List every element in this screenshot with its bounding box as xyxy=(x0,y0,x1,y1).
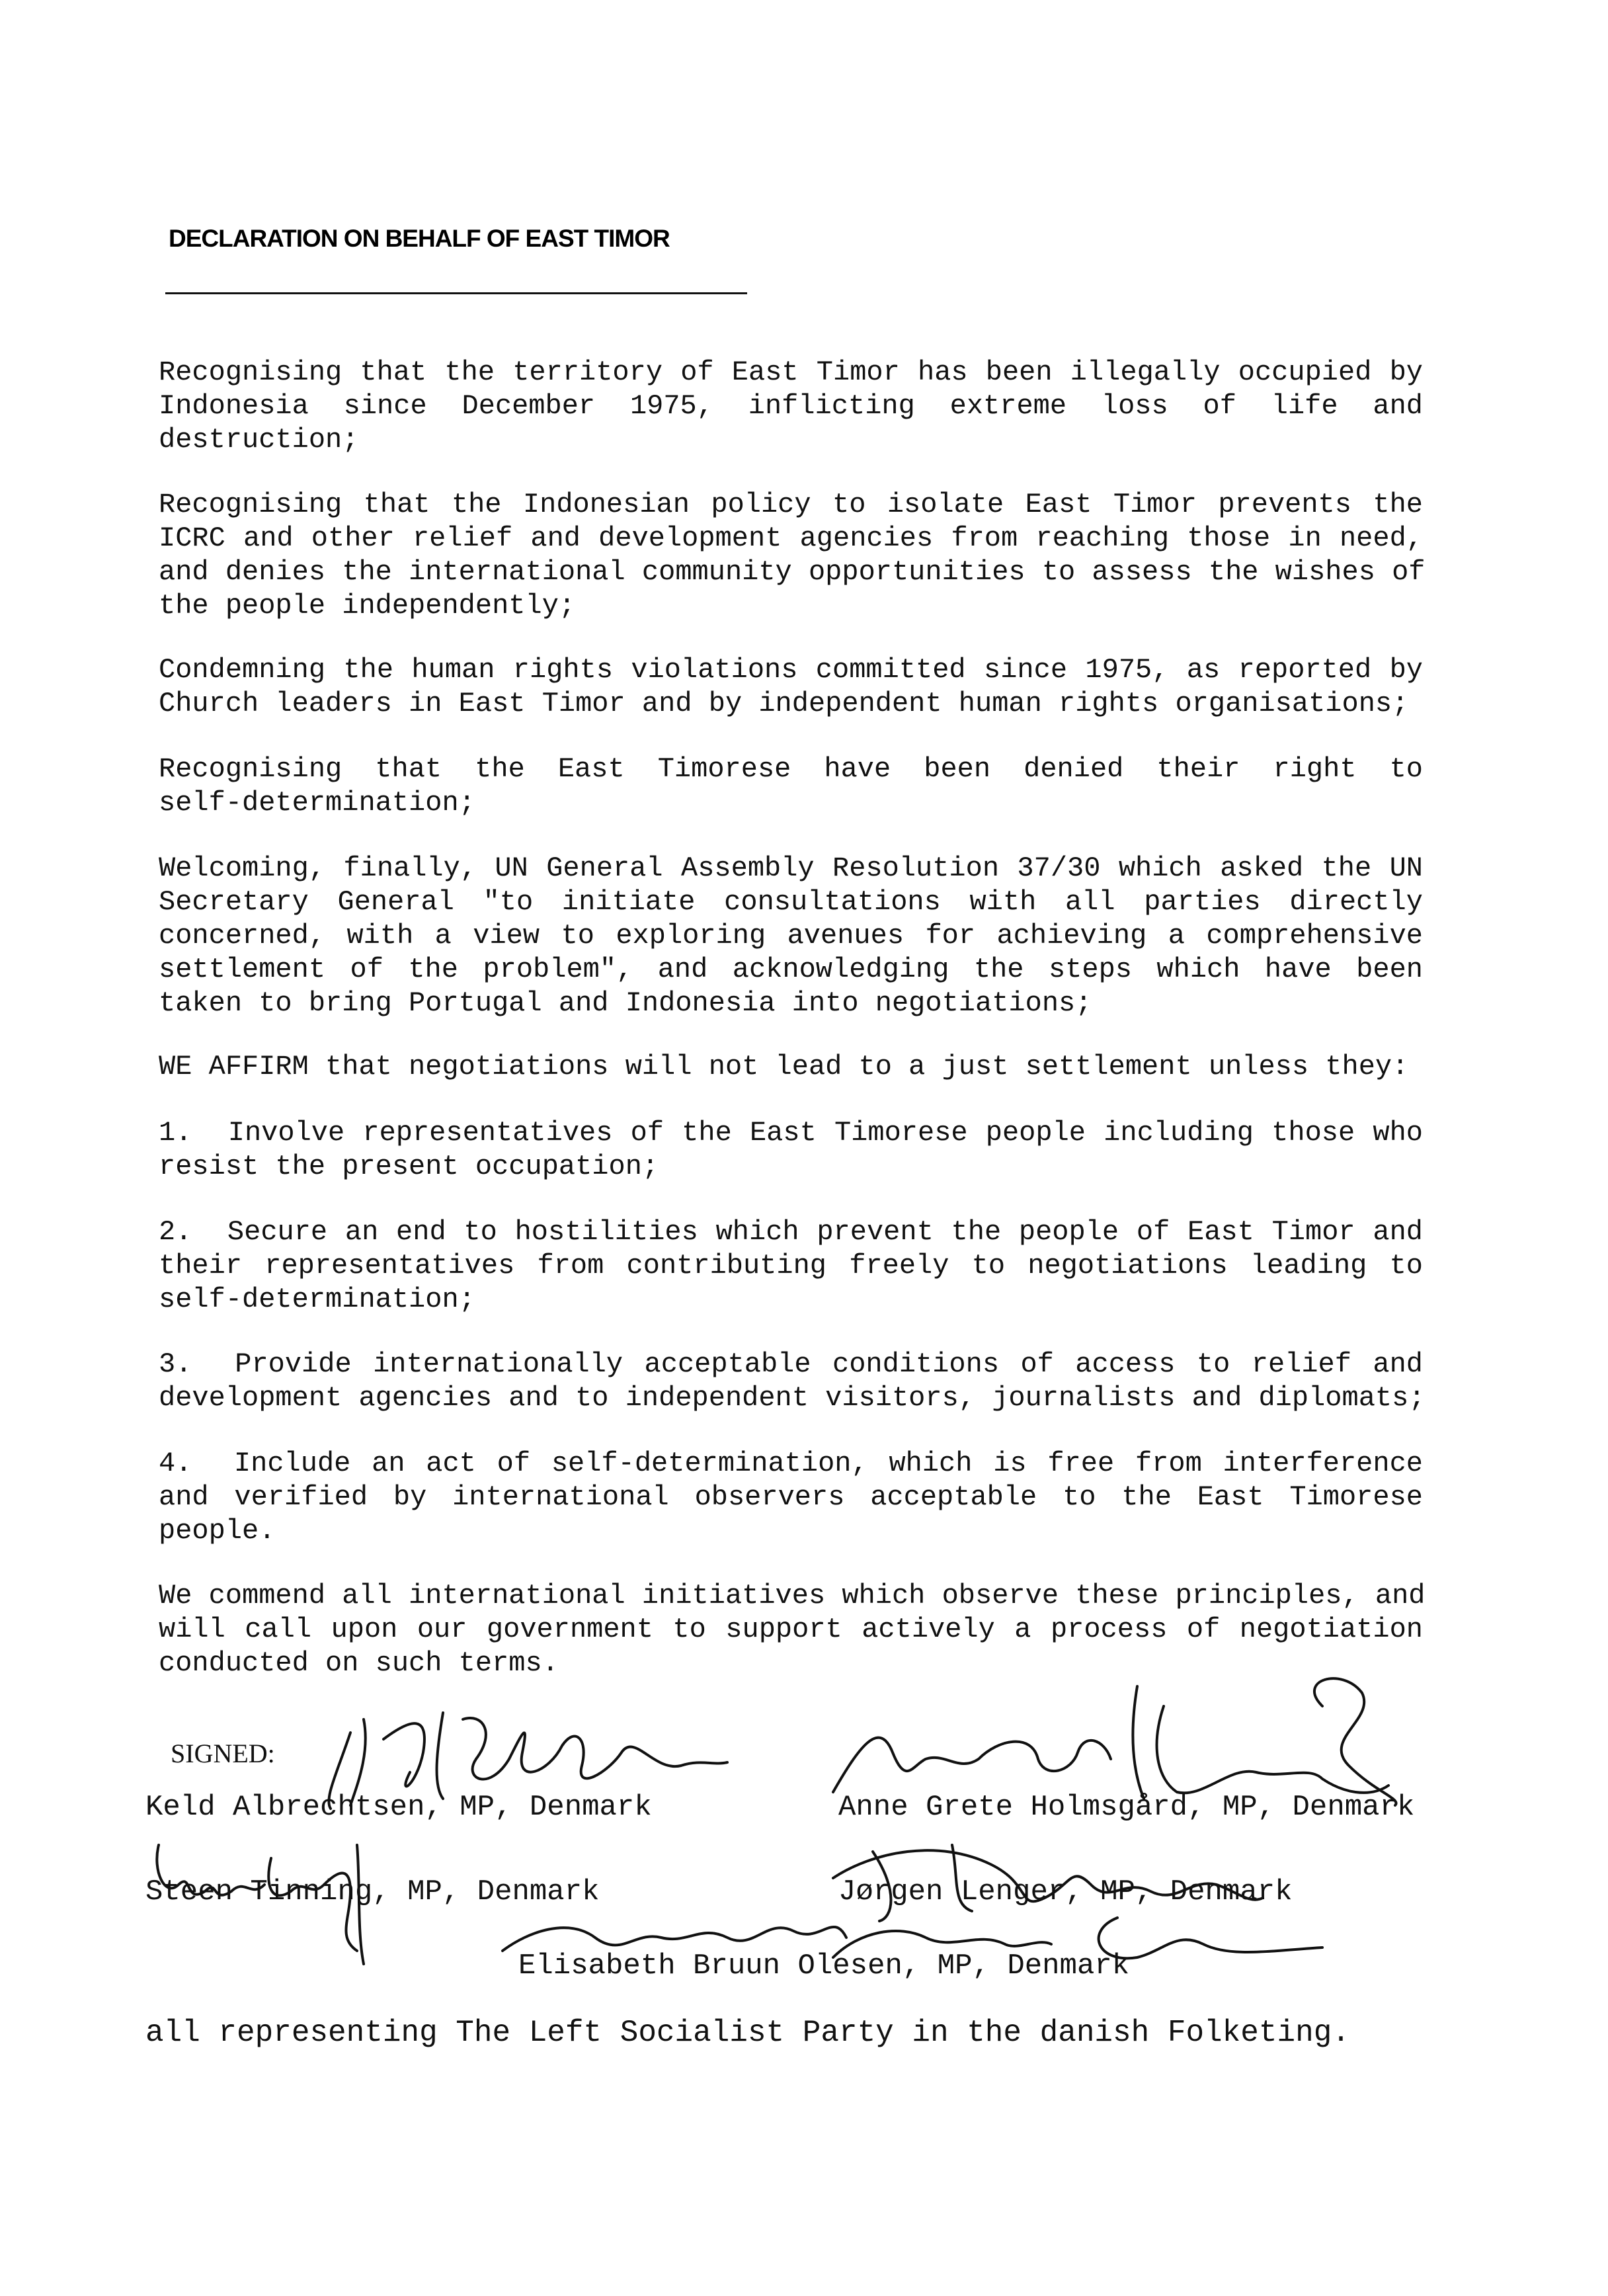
text-line: Secretary General "to initiate consultations with all parties directly xyxy=(159,886,1423,918)
paragraph-7 xyxy=(159,1116,1423,1184)
text-line: their representatives from contributing freely to negotiations leading to xyxy=(159,1250,1423,1282)
text-line: people. xyxy=(159,1515,276,1547)
text-line: WE AFFIRM that negotiations will not lead to a just settlement unless they: xyxy=(159,1051,1409,1083)
text-line: Welcoming, finally, UN General Assembly Resolution 37/30 which asked the UN xyxy=(159,852,1423,884)
text-line: Recognising that the Indonesian policy to isolate East Timor prevents the xyxy=(159,489,1423,520)
signatory-keld-albrechtsen: Keld Albrechtsen, MP, Denmark xyxy=(145,1791,652,1824)
text-line: 3. Provide internationally acceptable conditions of access to relief and xyxy=(159,1348,1423,1380)
text-line: concerned, with a view to exploring avenues for achieving a comprehensive xyxy=(159,920,1423,952)
paragraph-8 xyxy=(159,1215,1423,1317)
text-line: resist the present occupation; xyxy=(159,1151,659,1182)
paragraph-6 xyxy=(159,1050,1423,1084)
paragraph-4 xyxy=(159,753,1423,820)
text-line: and verified by international observers acceptable to the East Timorese xyxy=(159,1481,1423,1513)
document-title: DECLARATION ON BEHALF OF EAST TIMOR xyxy=(169,225,670,252)
signatory-steen-tinning: Steen Tinning, MP, Denmark xyxy=(145,1875,600,1908)
paragraph-11 xyxy=(159,1579,1426,1680)
signed-label: SIGNED: xyxy=(171,1739,275,1768)
text-line: Condemning the human rights violations committed since 1975, as reported by xyxy=(159,654,1423,686)
text-line: ICRC and other relief and development agencies from reaching those in need, xyxy=(159,522,1423,554)
text-line: development agencies and to independent visitors, journalists and diplomats; xyxy=(159,1382,1426,1414)
text-line: Recognising that the territory of East Timor has been illegally occupied by xyxy=(159,356,1423,388)
paragraph-3 xyxy=(159,653,1423,721)
text-line: taken to bring Portugal and Indonesia into negotiations; xyxy=(159,987,1092,1019)
paragraph-1 xyxy=(159,356,1423,457)
text-line: 1. Involve representatives of the East Timorese people including those who xyxy=(159,1117,1423,1149)
text-line: and denies the international community opportunities to assess the wishes of xyxy=(159,556,1426,588)
text-line: settlement of the problem", and acknowledging the steps which have been xyxy=(159,954,1423,985)
text-line: 4. Include an act of self-determination, which is free from interference xyxy=(159,1448,1423,1479)
text-line: 2. Secure an end to hostilities which prevent the people of East Timor and xyxy=(159,1216,1423,1248)
text-line: destruction; xyxy=(159,424,359,456)
title-underline xyxy=(165,292,747,294)
paragraph-10 xyxy=(159,1447,1423,1548)
text-line: Church leaders in East Timor and by independent human rights organisations; xyxy=(159,688,1409,719)
text-line: Recognising that the East Timorese have been denied their right to xyxy=(159,753,1423,785)
text-line: Indonesia since December 1975, inflicting extreme loss of life and xyxy=(159,390,1423,422)
signatory-elisabeth-bruun-olesen: Elisabeth Bruun Olesen, MP, Denmark xyxy=(518,1949,1130,1983)
text-line: We commend all international initiatives which observe these principles, and xyxy=(159,1580,1426,1612)
paragraph-9 xyxy=(159,1348,1426,1415)
handwritten-signature-lenger xyxy=(820,1825,1269,1924)
text-line: conducted on such terms. xyxy=(159,1647,559,1679)
footer-statement: all representing The Left Socialist Party in the danish Folketing. xyxy=(145,2016,1350,2050)
text-line: self-determination; xyxy=(159,787,475,819)
text-line: will call upon our government to support actively a process of negotiation xyxy=(159,1614,1423,1645)
paragraph-2 xyxy=(159,488,1426,623)
signatory-anne-grete-holmsgard: Anne Grete Holmsgård, MP, Denmark xyxy=(838,1791,1415,1824)
signatory-jorgen-lenger: Jørgen Lenger, MP, Denmark xyxy=(838,1875,1293,1908)
paragraph-5 xyxy=(159,852,1423,1020)
text-line: self-determination; xyxy=(159,1284,475,1315)
text-line: the people independently; xyxy=(159,590,576,622)
